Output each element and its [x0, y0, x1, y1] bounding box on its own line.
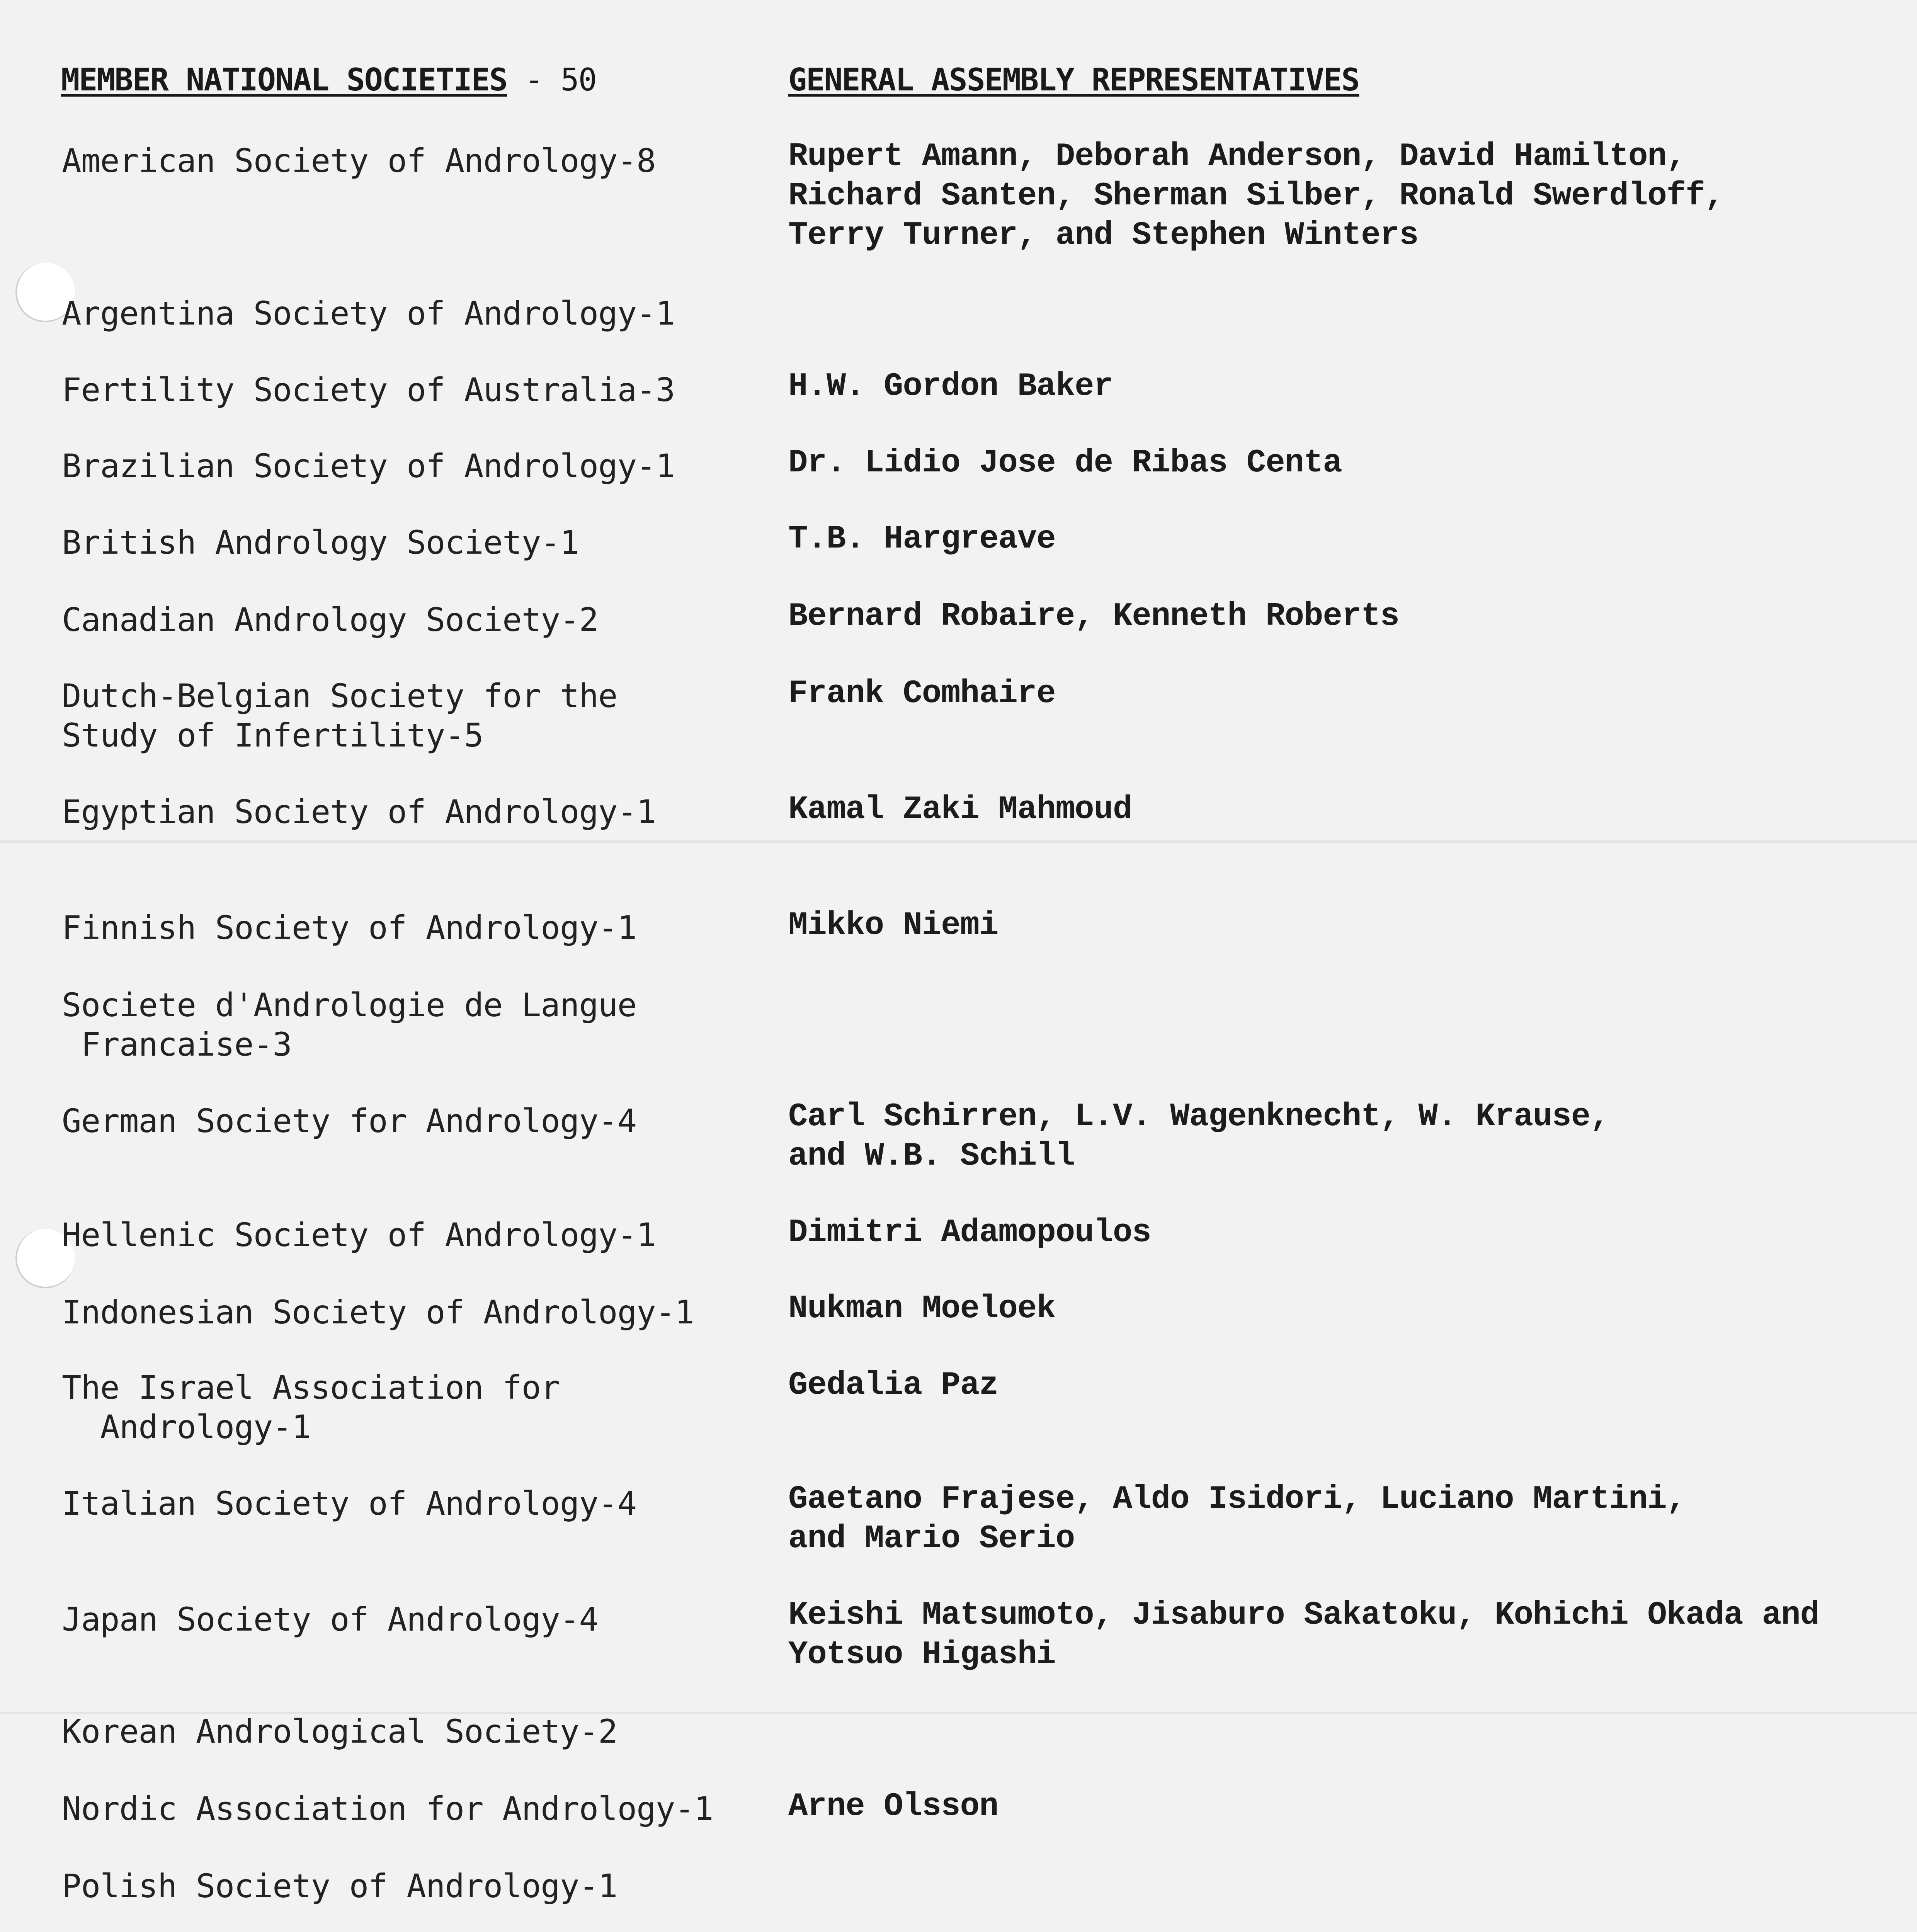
society-name: Polish Society of Andrology-1	[62, 1867, 617, 1905]
society-name: Societe d'Andrologie de Langue Francaise-3	[62, 986, 637, 1063]
member-societies-heading	[61, 62, 596, 98]
society-representatives: Bernard Robaire, Kenneth Roberts	[788, 598, 1400, 635]
society-name: Finnish Society of Andrology-1	[62, 909, 637, 947]
society-representatives: Dimitri Adamopoulos	[788, 1214, 1151, 1251]
society-representatives: H.W. Gordon Baker	[788, 368, 1113, 405]
society-representatives: Nukman Moeloek	[788, 1291, 1056, 1327]
society-name: Hellenic Society of Andrology-1	[62, 1216, 656, 1254]
society-name: Japan Society of Andrology-4	[62, 1600, 599, 1638]
society-name: Dutch-Belgian Society for the Study of Infertility-5	[62, 677, 617, 754]
society-name: American Society of Andrology-8	[62, 142, 656, 180]
society-representatives: Gedalia Paz	[788, 1367, 998, 1404]
society-name: Nordic Association for Andrology-1	[62, 1790, 713, 1828]
society-name: Canadian Andrology Society-2	[62, 601, 599, 639]
paper-fold-line	[0, 840, 1917, 843]
society-name: Korean Andrological Society-2	[62, 1713, 617, 1750]
society-name: Italian Society of Andrology-4	[62, 1485, 637, 1522]
member-societies-count: - 50	[507, 62, 596, 98]
society-name: Argentina Society of Andrology-1	[62, 294, 675, 332]
society-name: Brazilian Society of Andrology-1	[62, 447, 675, 485]
society-representatives: Rupert Amann, Deborah Anderson, David Hamilton, Richard Santen, Sherman Silber, Ronald Swerdloff, Terry Turner, and Stephen Winters	[788, 138, 1724, 254]
representatives-heading: GENERAL ASSEMBLY REPRESENTATIVES	[788, 62, 1359, 98]
society-representatives: Gaetano Frajese, Aldo Isidori, Luciano Martini, and Mario Serio	[788, 1481, 1686, 1557]
society-representatives: Frank Comhaire	[788, 675, 1056, 712]
society-representatives: Arne Olsson	[788, 1788, 998, 1825]
society-name: British Andrology Society-1	[62, 524, 579, 561]
society-representatives: Mikko Niemi	[788, 907, 998, 944]
society-representatives: Keishi Matsumoto, Jisaburo Sakatoku, Kohichi Okada and Yotsuo Higashi	[788, 1597, 1820, 1673]
society-representatives: Carl Schirren, L.V. Wagenknecht, W. Krause, and W.B. Schill	[788, 1099, 1609, 1175]
society-name: The Israel Association for Andrology-1	[62, 1369, 560, 1446]
society-representatives: Kamal Zaki Mahmoud	[788, 791, 1132, 828]
society-name: Indonesian Society of Andrology-1	[62, 1293, 694, 1331]
society-name: German Society for Andrology-4	[62, 1102, 637, 1140]
society-name: Egyptian Society of Andrology-1	[62, 793, 656, 831]
society-representatives: T.B. Hargreave	[788, 521, 1056, 558]
society-name: Fertility Society of Australia-3	[62, 371, 675, 409]
society-representatives: Dr. Lidio Jose de Ribas Centa	[788, 445, 1342, 481]
member-societies-title: MEMBER NATIONAL SOCIETIES	[61, 62, 507, 98]
